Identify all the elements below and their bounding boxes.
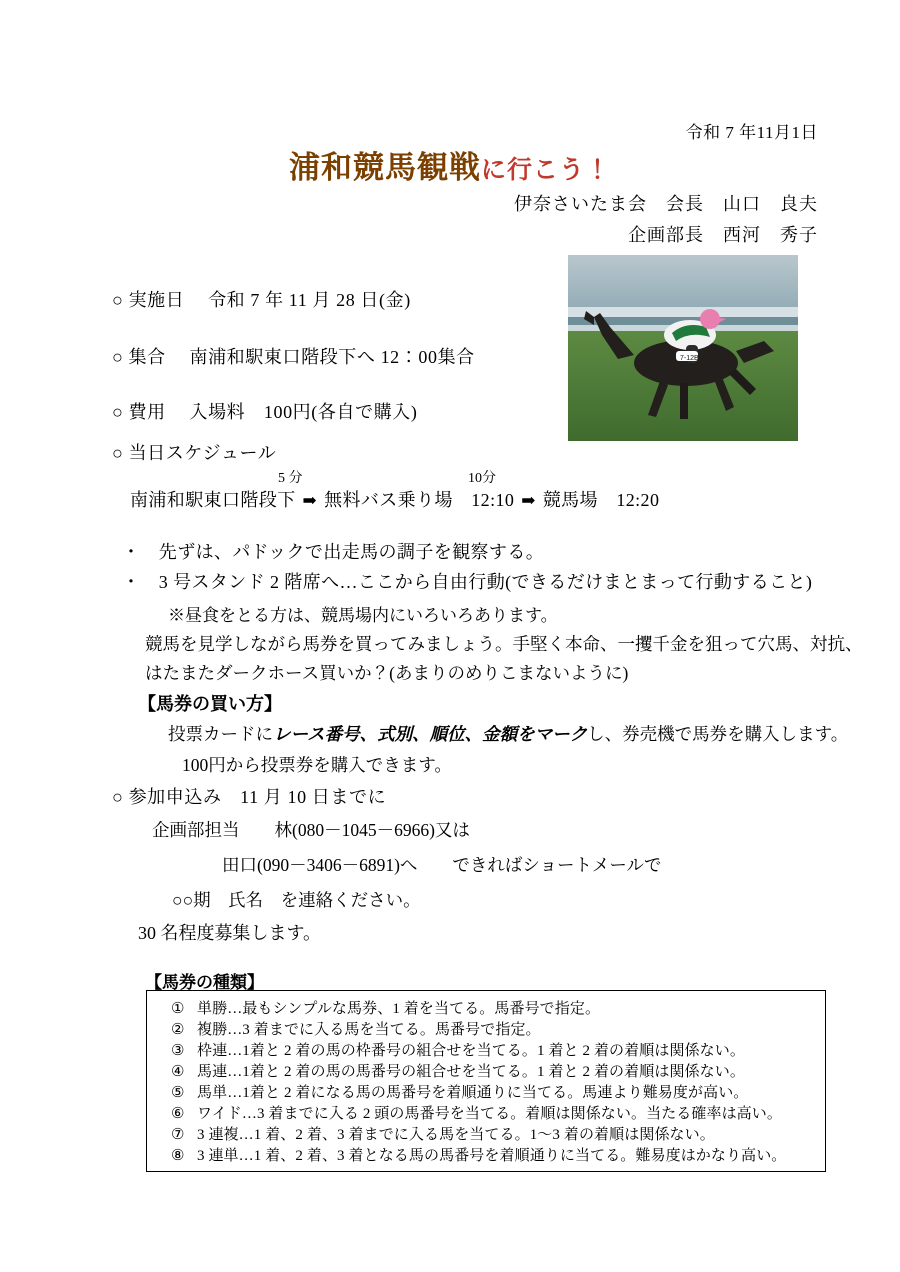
list-item-number: ⑦ [171, 1127, 185, 1143]
organizer-line-2: 企画部長 西河 秀子 [628, 225, 818, 245]
list-item-number: ④ [171, 1064, 185, 1080]
heading-application: ○ 参加申込み 11 月 10 日までに [112, 787, 387, 807]
bullet-paddock: ・ 先ずは、パドックで出走馬の調子を観察する。 [122, 542, 545, 562]
ticket-types-list [147, 999, 825, 1167]
application-contact-2: 田口(090－3406－6891)へ できればショートメールで [222, 855, 662, 875]
list-item-text: 枠連…1着と 2 着の馬の枠番号の組合せを当てる。1 着と 2 着の着順は関係ない。 [197, 1043, 745, 1059]
card-instruction-emphasis: レース番号、式別、順位、金額をマーク [273, 724, 588, 744]
arrow-right-icon: ➡ [302, 491, 318, 510]
heading-ticket-types: 【馬券の種類】 [145, 973, 264, 992]
list-item-text: 馬単…1着と 2 着になる馬の馬番号を着順通りに当てる。馬連より難易度が高い。 [197, 1085, 749, 1101]
date-line: 令和 7 年11月1日 [685, 123, 818, 142]
racehorse-photo [568, 255, 798, 441]
list-item [147, 1062, 825, 1083]
paragraph-card-instruction [168, 721, 848, 746]
note-lunch: ※昼食をとる方は、競馬場内にいろいろあります。 [168, 606, 558, 625]
schedule-part-1: 南浦和駅東口階段下 [130, 490, 296, 510]
list-item-text: 複勝…3 着までに入る馬を当てる。馬番号で指定。 [197, 1022, 541, 1038]
application-contact-1: 企画部担当 林(080－1045－6966)又は [152, 820, 470, 840]
list-item-text: ワイド…3 着までに入る 2 頭の馬番号を当てる。着順は関係ない。当たる確率は高い。 [197, 1106, 783, 1122]
item-schedule-heading: ○ 当日スケジュール [112, 443, 277, 463]
application-instruction: ○○期 氏名 を連絡ください。 [172, 890, 421, 910]
paragraph-min-price: 100円から投票券を購入できます。 [182, 755, 452, 775]
list-item-text: 単勝…最もシンプルな馬券、1 着を当てる。馬番号で指定。 [197, 1001, 601, 1017]
page-title [0, 142, 900, 187]
list-item [147, 999, 825, 1020]
list-item [147, 1104, 825, 1125]
application-capacity: 30 名程度募集します。 [138, 923, 322, 943]
schedule-line [130, 486, 659, 512]
list-item-number: ⑤ [171, 1085, 185, 1101]
heading-how-to-buy: 【馬券の買い方】 [138, 694, 282, 714]
list-item-number: ② [171, 1022, 185, 1038]
paragraph-betting-1: 競馬を見学しながら馬券を買ってみましょう。手堅く本命、一攫千金を狙って穴馬、対抗、 [145, 634, 863, 654]
card-instruction-pre: 投票カードに [168, 724, 273, 744]
list-item-number: ⑥ [171, 1106, 185, 1122]
list-item-number: ⑧ [171, 1148, 185, 1164]
list-item-number: ① [171, 1001, 185, 1017]
list-item [147, 1125, 825, 1146]
schedule-part-2: 無料バス乗り場 12:10 [324, 490, 515, 510]
list-item-number: ③ [171, 1043, 185, 1059]
organizer-line-1: 伊奈さいたま会 会長 山口 良夫 [514, 194, 818, 214]
card-instruction-post: し、券売機で馬券を購入します。 [587, 724, 849, 744]
title-sub: に行こう！ [480, 157, 611, 184]
list-item-text: 3 連単…1 着、2 着、3 着となる馬の馬番号を着順通りに当てる。難易度はかなり高い。 [197, 1148, 787, 1164]
schedule-part-3: 競馬場 12:20 [542, 490, 660, 510]
ticket-types-box [146, 990, 826, 1172]
title-main: 浦和競馬観戦 [288, 150, 481, 185]
paragraph-betting-2: はたまたダークホース買いか？(あまりのめりこまないように) [145, 663, 629, 683]
arrow-right-icon-2: ➡ [521, 491, 536, 510]
list-item-text: 3 連複…1 着、2 着、3 着までに入る馬を当てる。1～3 着の着順は関係ない。 [197, 1127, 715, 1143]
svg-text:7-12B: 7-12B [680, 355, 699, 362]
list-item-text: 馬連…1着と 2 着の馬の馬番号の組合せを当てる。1 着と 2 着の着順は関係ない。 [197, 1064, 745, 1080]
schedule-duration-1: 5 分 [278, 471, 303, 486]
list-item [147, 1083, 825, 1104]
list-item [147, 1146, 825, 1167]
item-date: ○ 実施日 令和 7 年 11 月 28 日(金) [112, 290, 411, 310]
item-cost: ○ 費用 入場料 100円(各自で購入) [112, 402, 418, 422]
list-item [147, 1020, 825, 1041]
bullet-stand: ・ 3 号スタンド 2 階席へ…ここから自由行動(できるだけまとまって行動すること) [122, 572, 813, 592]
list-item [147, 1041, 825, 1062]
schedule-duration-2: 10分 [468, 471, 496, 486]
item-meeting: ○ 集合 南浦和駅東口階段下へ 12：00集合 [112, 347, 475, 367]
